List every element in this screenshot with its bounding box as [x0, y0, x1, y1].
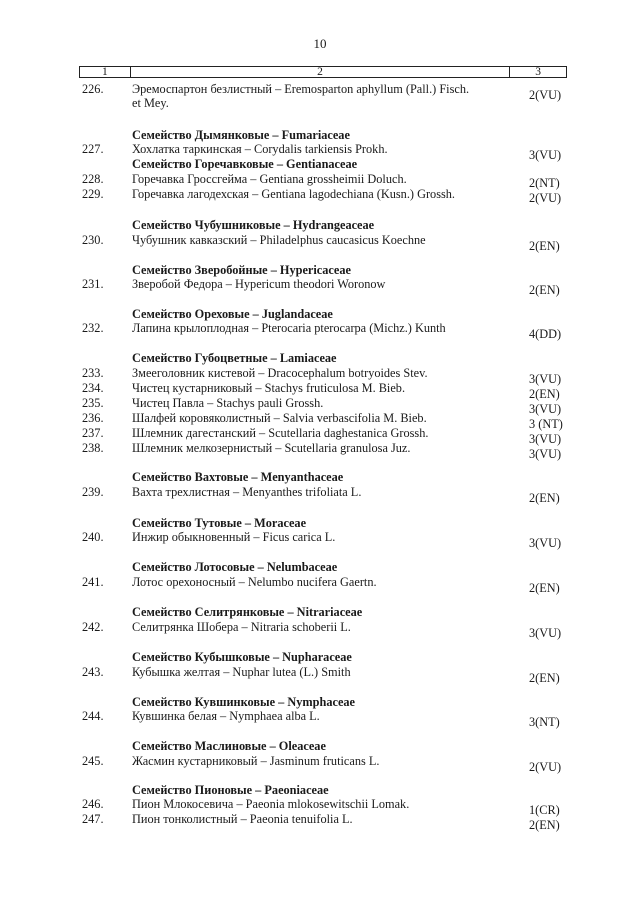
status-category: 3(VU) [529, 432, 562, 446]
family-name: Семейство Кувшинковые – Nymphaceae [132, 695, 356, 709]
family-name: Семейство Вахтовые – Menyanthaceae [132, 470, 344, 484]
species-row [0, 754, 640, 774]
status-category: 3(VU) [529, 402, 562, 416]
status-category: 3(VU) [529, 626, 562, 640]
family-name: Семейство Дымянковые – Fumariaceae [132, 128, 350, 142]
family-name: Семейство Маслиновые – Oleaceae [132, 739, 326, 753]
species-row [0, 665, 640, 685]
status-category: 4(DD) [529, 327, 562, 341]
status-category: 2(VU) [529, 191, 562, 205]
species-number: 238. [82, 441, 104, 455]
species-number: 244. [82, 709, 104, 723]
species-name: Эремоспартон безлистный – Eremosparton aphyllum (Pall.) Fisch. [132, 82, 470, 96]
species-row [0, 530, 640, 550]
family-heading [0, 128, 640, 143]
family-name: Семейство Селитрянковые – Nitrariaceae [132, 605, 363, 619]
species-name: Зверобой Федора – Hypericum theodori Woronow [132, 277, 386, 291]
status-category: 1(CR) [529, 803, 560, 817]
species-number: 234. [82, 381, 104, 395]
family-heading [0, 650, 640, 665]
status-category: 3(VU) [529, 148, 562, 162]
species-row [0, 172, 640, 190]
species-row [0, 620, 640, 640]
species-number: 231. [82, 277, 104, 291]
status-category: 2(EN) [529, 671, 560, 685]
status-category: 2(VU) [529, 88, 562, 102]
family-heading [0, 351, 640, 366]
status-category: 3(VU) [529, 447, 562, 461]
species-row [0, 426, 640, 446]
column-header-1: 1 [80, 67, 131, 78]
species-row [0, 411, 640, 431]
family-heading [0, 470, 640, 485]
species-name: Чистец Павла – Stachys pauli Grossh. [132, 396, 324, 410]
species-number: 232. [82, 321, 104, 335]
species-name: Вахта трехлистная – Menyanthes trifoliata L. [132, 485, 362, 499]
family-heading [0, 695, 640, 710]
species-name: Змееголовник кистевой – Dracocephalum botryoides Stev. [132, 366, 428, 380]
species-name: Инжир обыкновенный – Ficus carica L. [132, 530, 336, 544]
species-name: Жасмин кустарниковый – Jasminum fruticans L. [132, 754, 380, 768]
species-name: Кубышка желтая – Nuphar lutea (L.) Smith [132, 665, 351, 679]
family-heading [0, 560, 640, 575]
species-row [0, 381, 640, 401]
species-row [0, 575, 640, 595]
species-row [0, 396, 640, 416]
species-row [0, 187, 640, 205]
species-row [0, 82, 640, 110]
species-number: 239. [82, 485, 104, 499]
species-number: 227. [82, 142, 104, 156]
status-category: 2(EN) [529, 239, 560, 253]
family-heading [0, 263, 640, 278]
species-number: 228. [82, 172, 104, 186]
species-name: Хохлатка таркинская – Corydalis tarkiensis Prokh. [132, 142, 388, 156]
species-number: 243. [82, 665, 104, 679]
family-heading [0, 739, 640, 754]
status-category: 2(VU) [529, 760, 562, 774]
species-name: Шлемник мелкозернистый – Scutellaria granulosa Juz. [132, 441, 411, 455]
species-number: 229. [82, 187, 104, 201]
species-row [0, 441, 640, 461]
status-category: 3(VU) [529, 536, 562, 550]
species-number: 235. [82, 396, 104, 410]
species-name: Кувшинка белая – Nymphaea alba L. [132, 709, 320, 723]
species-row [0, 366, 640, 386]
status-category: 2(EN) [529, 283, 560, 297]
family-name: Семейство Ореховые – Juglandaceae [132, 307, 333, 321]
species-number: 242. [82, 620, 104, 634]
family-name: Семейство Губоцветные – Lamiaceae [132, 351, 337, 365]
family-heading [0, 307, 640, 322]
status-category: 2(EN) [529, 818, 560, 832]
species-name: Лотос орехоносный – Nelumbo nucifera Gaertn. [132, 575, 377, 589]
species-row [0, 812, 640, 832]
species-name: Горечавка лагодехская – Gentiana lagodechiana (Kusn.) Grossh. [132, 187, 455, 201]
species-number: 245. [82, 754, 104, 768]
family-name: Семейство Зверобойные – Hypericaceae [132, 263, 351, 277]
family-name: Семейство Пионовые – Paeoniaceae [132, 783, 329, 797]
status-category: 2(EN) [529, 387, 560, 401]
species-name-continued: et Mey. [132, 96, 169, 110]
species-number: 246. [82, 797, 104, 811]
status-category: 3 (NT) [529, 417, 563, 431]
species-row [0, 709, 640, 729]
page-number: 10 [313, 36, 327, 51]
species-name: Пион тонколистный – Paeonia tenuifolia L. [132, 812, 353, 826]
species-name: Шалфей коровяколистный – Salvia verbascifolia M. Bieb. [132, 411, 427, 425]
status-category: 2(EN) [529, 491, 560, 505]
species-name: Шлемник дагестанский – Scutellaria daghestanica Grossh. [132, 426, 429, 440]
species-name: Чистец кустарниковый – Stachys fruticulosa M. Bieb. [132, 381, 406, 395]
species-row [0, 277, 640, 297]
column-header-2: 2 [130, 67, 509, 78]
species-number: 233. [82, 366, 104, 380]
species-name: Чубушник кавказский – Philadelphus caucasicus Koechne [132, 233, 426, 247]
species-number: 237. [82, 426, 104, 440]
species-name: Лапина крылоплодная – Pterocaria pterocarpa (Michz.) Kunth [132, 321, 446, 335]
family-heading [0, 157, 640, 172]
family-heading [0, 516, 640, 531]
species-number: 226. [82, 82, 104, 96]
species-number: 247. [82, 812, 104, 826]
family-name: Семейство Лотосовые – Nelumbaceae [132, 560, 338, 574]
species-row [0, 233, 640, 253]
species-number: 240. [82, 530, 104, 544]
family-heading [0, 218, 640, 233]
status-category: 2(NT) [529, 176, 560, 190]
species-name: Пион Млокосевича – Paeonia mlokosewitschii Lomak. [132, 797, 410, 811]
species-row [0, 485, 640, 505]
status-category: 3(NT) [529, 715, 560, 729]
species-number: 230. [82, 233, 104, 247]
status-category: 2(EN) [529, 581, 560, 595]
family-name: Семейство Кубышковые – Nupharaceae [132, 650, 352, 664]
family-name: Семейство Тутовые – Moraceae [132, 516, 307, 530]
species-number: 236. [82, 411, 104, 425]
species-row [0, 797, 640, 817]
family-heading [0, 605, 640, 620]
family-name: Семейство Горечавковые – Gentianaceae [132, 157, 358, 171]
family-heading [0, 783, 640, 798]
species-name: Селитрянка Шобера – Nitraria schoberii L. [132, 620, 351, 634]
table-header [79, 66, 567, 78]
species-name: Горечавка Гроссгейма – Gentiana grossheimii Doluch. [132, 172, 407, 186]
column-header-3: 3 [510, 67, 567, 78]
status-category: 3(VU) [529, 372, 562, 386]
species-row [0, 142, 640, 162]
family-name: Семейство Чубушниковые – Hydrangeaceae [132, 218, 375, 232]
species-row [0, 321, 640, 341]
species-number: 241. [82, 575, 104, 589]
